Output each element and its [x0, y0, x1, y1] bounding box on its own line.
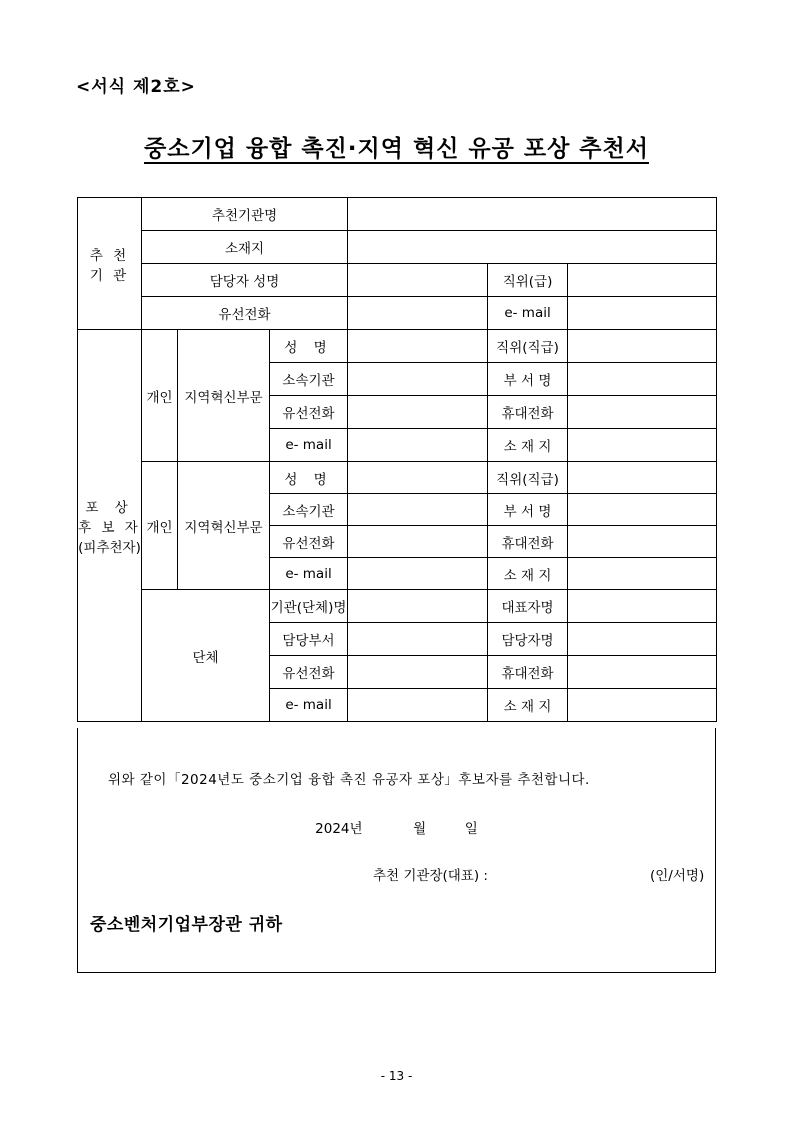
group-dept-label: 담당부서 [270, 623, 348, 656]
ind1-phone-field[interactable] [348, 396, 488, 429]
ind2-affiliation-field[interactable] [348, 494, 488, 526]
group-email-field[interactable] [348, 689, 488, 722]
org-address-label: 소재지 [142, 231, 348, 264]
date-month: 월 [413, 821, 427, 837]
ind2-name-field[interactable] [348, 462, 488, 494]
ind1-name-label: 성 명 [270, 330, 348, 363]
ind2-phone-field[interactable] [348, 526, 488, 558]
ind1-position-field[interactable] [568, 330, 717, 363]
group-phone-field[interactable] [348, 656, 488, 689]
ind2-position-label: 직위(직급) [488, 462, 568, 494]
ind1-affiliation-field[interactable] [348, 363, 488, 396]
org-contact-person-field[interactable] [348, 264, 488, 297]
group-address-label: 소 재 지 [488, 689, 568, 722]
ind2-phone-label: 유선전화 [270, 526, 348, 558]
group-mobile-field[interactable] [568, 656, 717, 689]
ind2-affiliation-label: 소속기관 [270, 494, 348, 526]
document-title [0, 130, 793, 163]
org-email-label: e- mail [488, 297, 568, 330]
org-phone-field[interactable] [348, 297, 488, 330]
candidate-label-line2: 후 보 자 [78, 519, 141, 536]
page-number: - 13 - [380, 1069, 413, 1083]
org-email-field[interactable] [568, 297, 717, 330]
ind2-department-field[interactable] [568, 494, 717, 526]
individual-2-division: 지역혁신부문 [178, 462, 270, 590]
seal-signature-field[interactable]: (인/서명) [650, 868, 705, 884]
recommendation-form-table [77, 197, 717, 722]
org-phone-label: 유선전화 [142, 297, 348, 330]
ind1-email-label: e- mail [270, 429, 348, 462]
ind1-address-label: 소 재 지 [488, 429, 568, 462]
org-position-field[interactable] [568, 264, 717, 297]
org-name-field[interactable] [348, 198, 717, 231]
candidate-section-label [78, 330, 142, 722]
ind1-phone-label: 유선전화 [270, 396, 348, 429]
recommendation-statement: 위와 같이「2024년도 중소기업 융합 촉진 유공자 포상」후보자를 추천합니다. [108, 772, 590, 788]
group-phone-label: 유선전화 [270, 656, 348, 689]
org-address-field[interactable] [348, 231, 717, 264]
group-name-field[interactable] [348, 590, 488, 623]
declaration-box [77, 728, 716, 973]
group-dept-field[interactable] [348, 623, 488, 656]
group-label: 단체 [142, 590, 270, 722]
group-contact-field[interactable] [568, 623, 717, 656]
recommending-org-label-line1: 추 천 [89, 247, 130, 264]
org-contact-person-label: 담당자 성명 [142, 264, 348, 297]
ind2-mobile-field[interactable] [568, 526, 717, 558]
ind1-email-field[interactable] [348, 429, 488, 462]
recommending-org-label-line2: 기 관 [89, 267, 130, 284]
addressee: 중소벤처기업부장관 귀하 [90, 915, 283, 935]
individual-2-label: 개인 [142, 462, 178, 590]
ind1-name-field[interactable] [348, 330, 488, 363]
ind1-mobile-field[interactable] [568, 396, 717, 429]
group-representative-label: 대표자명 [488, 590, 568, 623]
individual-1-label: 개인 [142, 330, 178, 462]
ind2-address-label: 소 재 지 [488, 558, 568, 590]
ind2-department-label: 부 서 명 [488, 494, 568, 526]
ind1-address-field[interactable] [568, 429, 717, 462]
signer-label: 추천 기관장(대표) : [373, 868, 488, 884]
individual-1-division: 지역혁신부문 [178, 330, 270, 462]
candidate-label-line1: 포 상 [85, 499, 134, 516]
org-name-label: 추천기관명 [142, 198, 348, 231]
ind2-email-label: e- mail [270, 558, 348, 590]
ind1-department-label: 부 서 명 [488, 363, 568, 396]
ind1-affiliation-label: 소속기관 [270, 363, 348, 396]
group-representative-field[interactable] [568, 590, 717, 623]
ind2-email-field[interactable] [348, 558, 488, 590]
ind1-department-field[interactable] [568, 363, 717, 396]
org-position-label: 직위(급) [488, 264, 568, 297]
date-line [0, 817, 793, 837]
form-number: <서식 제2호> [76, 77, 196, 97]
candidate-label-line3: (피추천자) [78, 539, 141, 556]
ind2-position-field[interactable] [568, 462, 717, 494]
ind1-mobile-label: 휴대전화 [488, 396, 568, 429]
date-day: 일 [464, 821, 478, 837]
group-contact-label: 담당자명 [488, 623, 568, 656]
recommending-org-section-label [78, 198, 142, 330]
group-address-field[interactable] [568, 689, 717, 722]
ind2-address-field[interactable] [568, 558, 717, 590]
group-name-label: 기관(단체)명 [270, 590, 348, 623]
group-mobile-label: 휴대전화 [488, 656, 568, 689]
ind2-mobile-label: 휴대전화 [488, 526, 568, 558]
ind2-name-label: 성 명 [270, 462, 348, 494]
document-title-text: 중소기업 융합 촉진·지역 혁신 유공 포상 추천서 [144, 136, 649, 162]
group-email-label: e- mail [270, 689, 348, 722]
date-year: 2024년 [315, 821, 363, 837]
ind1-position-label: 직위(직급) [488, 330, 568, 363]
